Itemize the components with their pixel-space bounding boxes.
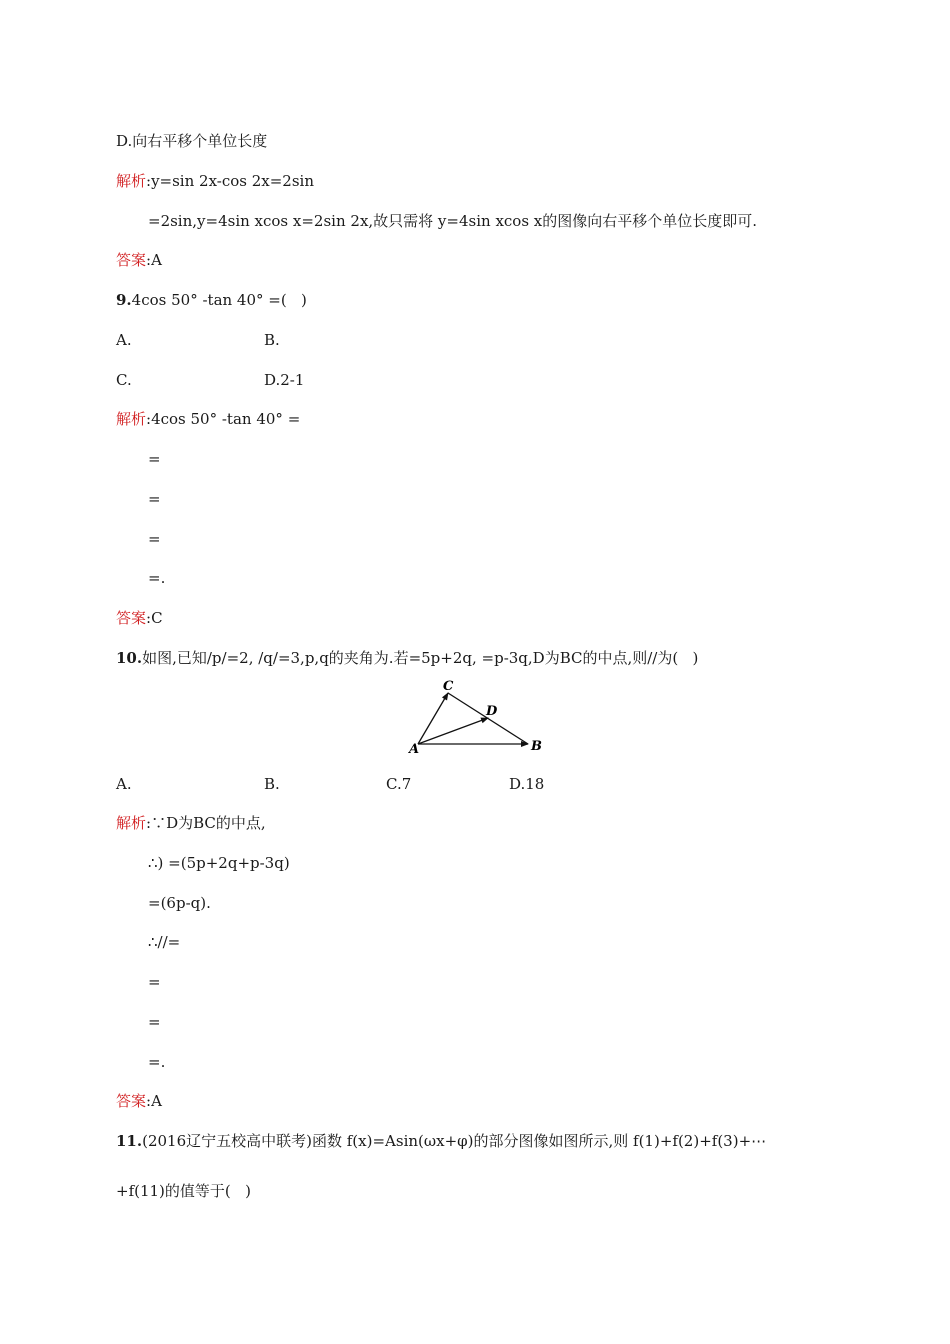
solution-text: :4cos 50° -tan 40° = — [146, 410, 301, 428]
point-label-a: A — [409, 742, 420, 756]
q9-step-3: = — [148, 530, 161, 548]
q10-step-5: = — [148, 1013, 161, 1031]
q10-step-1: ∴) =(5p+2q+p-3q) — [148, 854, 290, 872]
q9-option-c: C. — [116, 371, 132, 389]
q10-option-b: B. — [264, 775, 280, 793]
answer-text: :A — [146, 1092, 162, 1110]
solution-label: 解析 — [116, 410, 147, 428]
question-text: 如图,已知/p/=2, /q/=3,p,q的夹角为.若=5p+2q, =p-3q,D为BC的中点,则//为( ) — [142, 649, 699, 667]
solution-label: 解析 — [116, 172, 147, 190]
solution-line — [116, 171, 314, 191]
question-text: (2016辽宁五校高中联考)函数 f(x)=Asin(ωx+φ)的部分图像如图所示,则 f(1)+f(2)+f(3)+⋯ — [142, 1132, 767, 1150]
question-number: 9. — [116, 291, 132, 309]
question-number: 11. — [116, 1132, 143, 1150]
question-11-continuation: +f(11)的值等于( ) — [116, 1182, 251, 1200]
triangle-figure — [400, 676, 550, 756]
point-label-c: C — [443, 679, 454, 694]
q9-step-1: = — [148, 450, 161, 468]
answer-label: 答案 — [116, 609, 147, 627]
q9-option-b: B. — [264, 331, 280, 349]
answer-label: 答案 — [116, 1092, 147, 1110]
solution-text: :∵D为BC的中点, — [146, 814, 266, 832]
q9-option-d: D.2-1 — [264, 371, 305, 389]
vector-ac — [418, 693, 448, 744]
answer-label: 答案 — [116, 251, 147, 269]
question-number: 10. — [116, 649, 143, 667]
q10-step-3: ∴//= — [148, 933, 181, 951]
q10-solution-line — [116, 813, 266, 833]
q10-step-4: = — [148, 973, 161, 991]
question-9 — [116, 290, 307, 310]
question-10 — [116, 648, 698, 668]
q9-step-4: =. — [148, 569, 166, 587]
q10-step-6: =. — [148, 1053, 166, 1071]
point-label-b: B — [531, 739, 542, 754]
question-11 — [116, 1131, 766, 1151]
q10-option-d: D.18 — [509, 775, 545, 793]
q10-option-a: A. — [116, 775, 132, 793]
vector-ad — [418, 718, 488, 744]
q10-answer-line — [116, 1091, 162, 1111]
q10-option-c: C.7 — [386, 775, 412, 793]
answer-text: :C — [146, 609, 163, 627]
solution-label: 解析 — [116, 814, 147, 832]
option-d-line: D.向右平移个单位长度 — [116, 132, 268, 150]
q9-answer-line — [116, 608, 163, 628]
q9-step-2: = — [148, 490, 161, 508]
solution-text: :y=sin 2x-cos 2x=2sin — [146, 172, 315, 190]
solution-continuation: =2sin,y=4sin xcos x=2sin 2x,故只需将 y=4sin xcos x的图像向右平移个单位长度即可. — [148, 212, 758, 230]
q10-step-2: =(6p-q). — [148, 894, 211, 912]
question-text: 4cos 50° -tan 40° =( ) — [131, 291, 307, 309]
answer-line — [116, 250, 162, 270]
q9-solution-line — [116, 409, 300, 429]
point-label-d: D — [486, 704, 498, 719]
q9-option-a: A. — [116, 331, 132, 349]
answer-text: :A — [146, 251, 162, 269]
